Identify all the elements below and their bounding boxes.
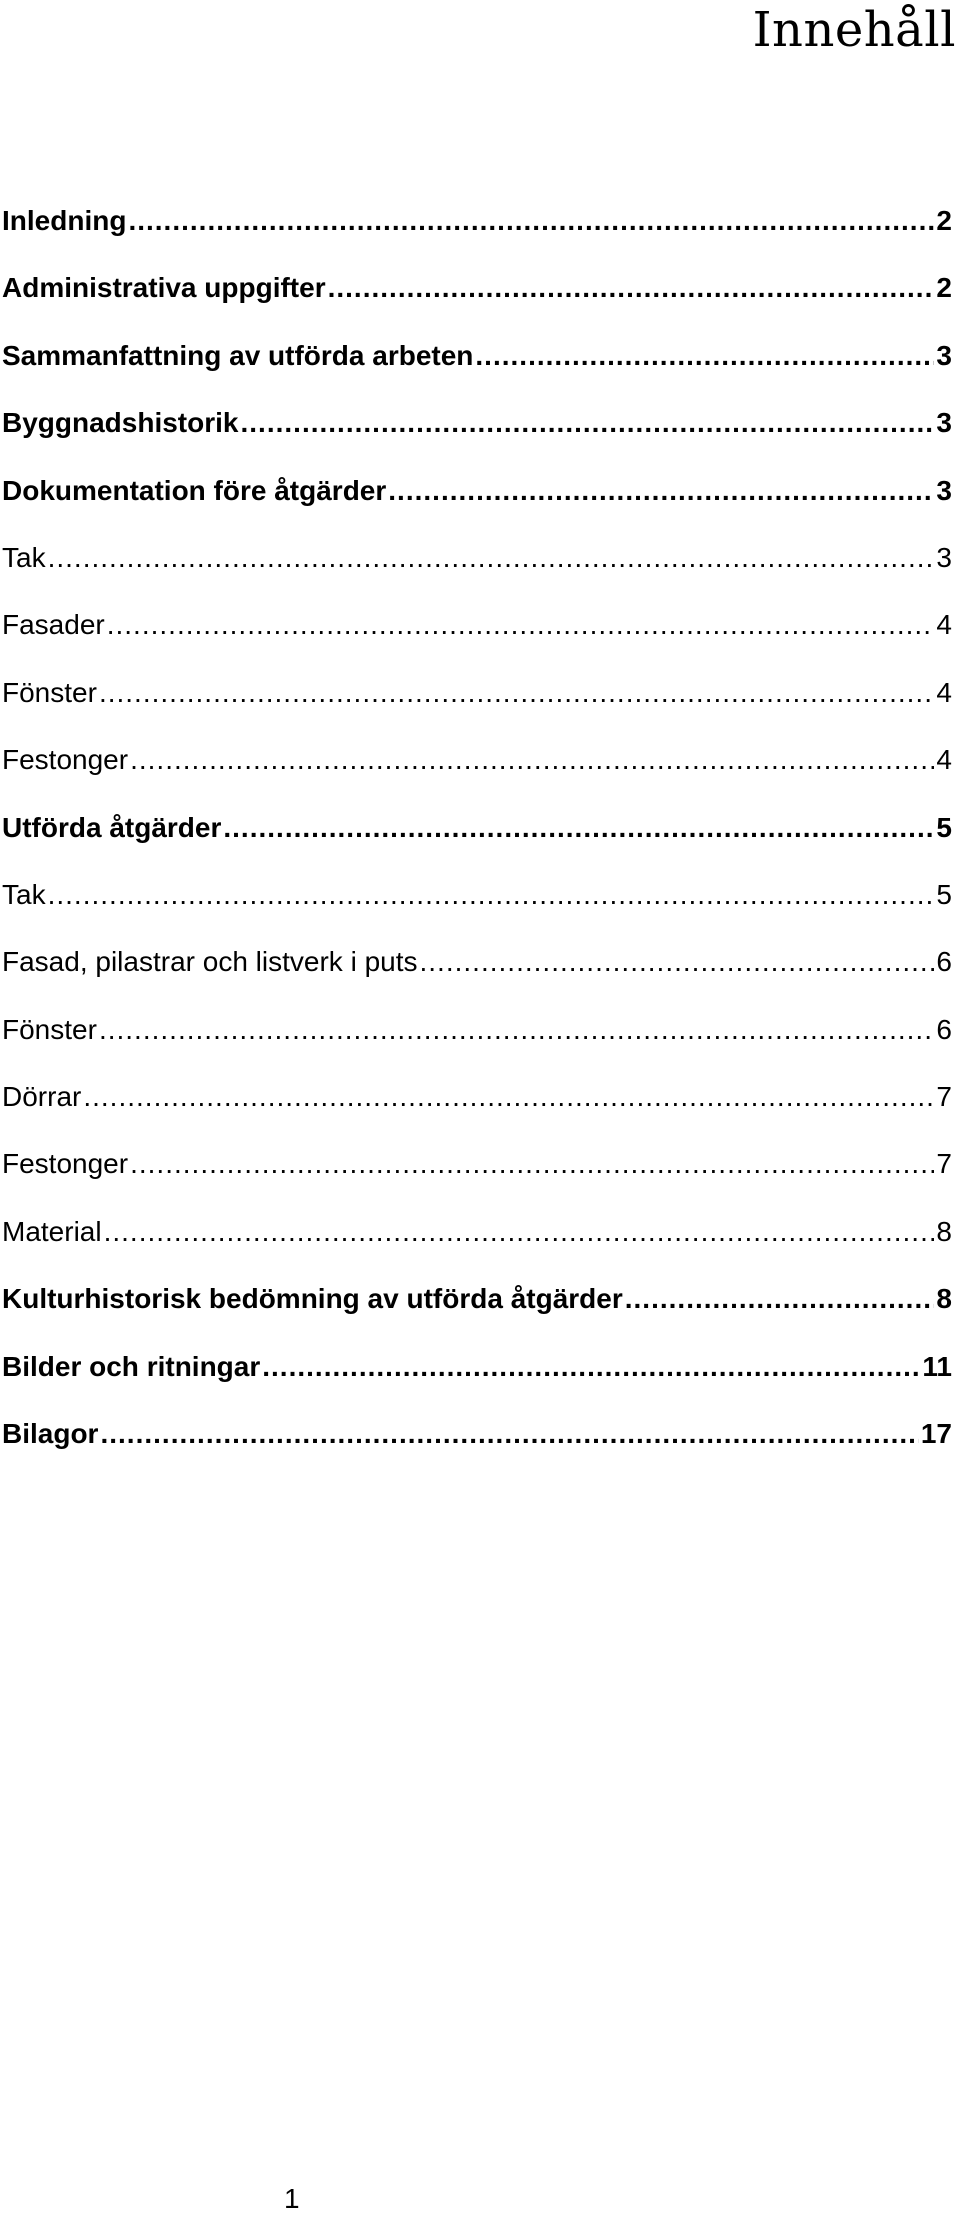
toc-entry-fonster-atgarder[interactable] [2, 1014, 952, 1081]
toc-entry-kulturhistorisk-bedomning[interactable] [2, 1283, 952, 1350]
toc-page-number: 5 [936, 811, 952, 843]
toc-entry-bilder-och-ritningar[interactable] [2, 1351, 952, 1418]
toc-entry-label: Utförda åtgärder [2, 811, 222, 843]
toc-entry-festonger[interactable] [2, 744, 952, 811]
toc-entry-label: Festonger [2, 1148, 129, 1180]
toc-entry-tak[interactable] [2, 542, 952, 609]
toc-page-number: 17 [920, 1418, 952, 1450]
toc-page-number: 2 [936, 205, 952, 236]
toc-dot-leader [328, 272, 935, 304]
toc-entry-label: Kulturhistorisk bedömning av utförda åtgärder [2, 1283, 623, 1315]
toc-dot-leader [83, 1081, 934, 1113]
toc-dot-leader [99, 1014, 934, 1046]
table-of-contents [2, 205, 952, 1485]
toc-entry-label: Byggnadshistorik [2, 407, 239, 439]
toc-entry-label: Bilder och ritningar [2, 1350, 261, 1382]
toc-entry-label: Inledning [2, 205, 127, 236]
toc-dot-leader [625, 1283, 935, 1315]
toc-page-number: 8 [936, 1283, 952, 1315]
toc-dot-leader [107, 609, 935, 641]
toc-entry-label: Tak [2, 878, 46, 910]
toc-entry-label: Fasad, pilastrar och listverk i puts [2, 946, 418, 978]
toc-dot-leader [48, 879, 935, 911]
toc-dot-leader [388, 475, 934, 507]
toc-entry-dokumentation[interactable] [2, 475, 952, 542]
toc-dot-leader [128, 205, 934, 237]
page-footer-number: 1 [284, 2183, 300, 2214]
toc-page-number: 3 [936, 541, 952, 573]
toc-dot-leader [223, 812, 934, 844]
toc-entry-utforda-atgarder[interactable] [2, 812, 952, 879]
toc-page-number: 7 [936, 1081, 952, 1113]
toc-entry-fasader[interactable] [2, 609, 952, 676]
toc-entry-label: Fasader [2, 609, 105, 641]
toc-entry-label: Bilagor [2, 1418, 99, 1450]
toc-dot-leader [48, 542, 935, 574]
toc-dot-leader [99, 677, 934, 709]
toc-entry-sammanfattning[interactable] [2, 340, 952, 407]
toc-entry-inledning[interactable] [2, 205, 952, 272]
toc-entry-tak-atgarder[interactable] [2, 879, 952, 946]
toc-entry-festonger-atgarder[interactable] [2, 1148, 952, 1215]
toc-page-number: 6 [936, 946, 952, 978]
toc-page-number: 2 [936, 272, 952, 304]
toc-page-number: 3 [936, 407, 952, 439]
toc-page-number: 5 [936, 878, 952, 910]
toc-page-number: 8 [936, 1215, 952, 1247]
toc-page-number: 7 [936, 1148, 952, 1180]
toc-entry-label: Dörrar [2, 1081, 82, 1113]
toc-entry-label: Tak [2, 541, 46, 573]
toc-page-number: 11 [922, 1350, 952, 1382]
toc-page-number: 4 [936, 676, 952, 708]
toc-dot-leader [130, 744, 934, 776]
toc-page-number: 4 [936, 609, 952, 641]
toc-entry-label: Festonger [2, 744, 129, 776]
toc-dot-leader [104, 1216, 935, 1248]
toc-entry-material[interactable] [2, 1216, 952, 1283]
toc-entry-label: Material [2, 1215, 102, 1247]
toc-page-number: 3 [936, 474, 952, 506]
toc-dot-leader [475, 340, 934, 372]
toc-entry-fasad-pilastrar[interactable] [2, 946, 952, 1013]
toc-dot-leader [420, 946, 935, 978]
page-title: Innehåll [752, 2, 956, 58]
toc-dot-leader [240, 407, 934, 439]
toc-page-number: 3 [936, 339, 952, 371]
toc-page-number: 6 [936, 1013, 952, 1045]
toc-entry-dorrar[interactable] [2, 1081, 952, 1148]
toc-entry-bilagor[interactable] [2, 1418, 952, 1485]
toc-dot-leader [100, 1418, 918, 1450]
toc-entry-label: Dokumentation före åtgärder [2, 474, 387, 506]
toc-page-number: 4 [936, 744, 952, 776]
toc-entry-fonster[interactable] [2, 677, 952, 744]
toc-entry-label: Fönster [2, 676, 97, 708]
toc-dot-leader [262, 1351, 920, 1383]
toc-dot-leader [130, 1148, 934, 1180]
toc-entry-label: Sammanfattning av utförda arbeten [2, 339, 474, 371]
toc-entry-label: Fönster [2, 1013, 97, 1045]
toc-entry-label: Administrativa uppgifter [2, 272, 326, 304]
toc-entry-administrativa-uppgifter[interactable] [2, 272, 952, 339]
toc-entry-byggnadshistorik[interactable] [2, 407, 952, 474]
